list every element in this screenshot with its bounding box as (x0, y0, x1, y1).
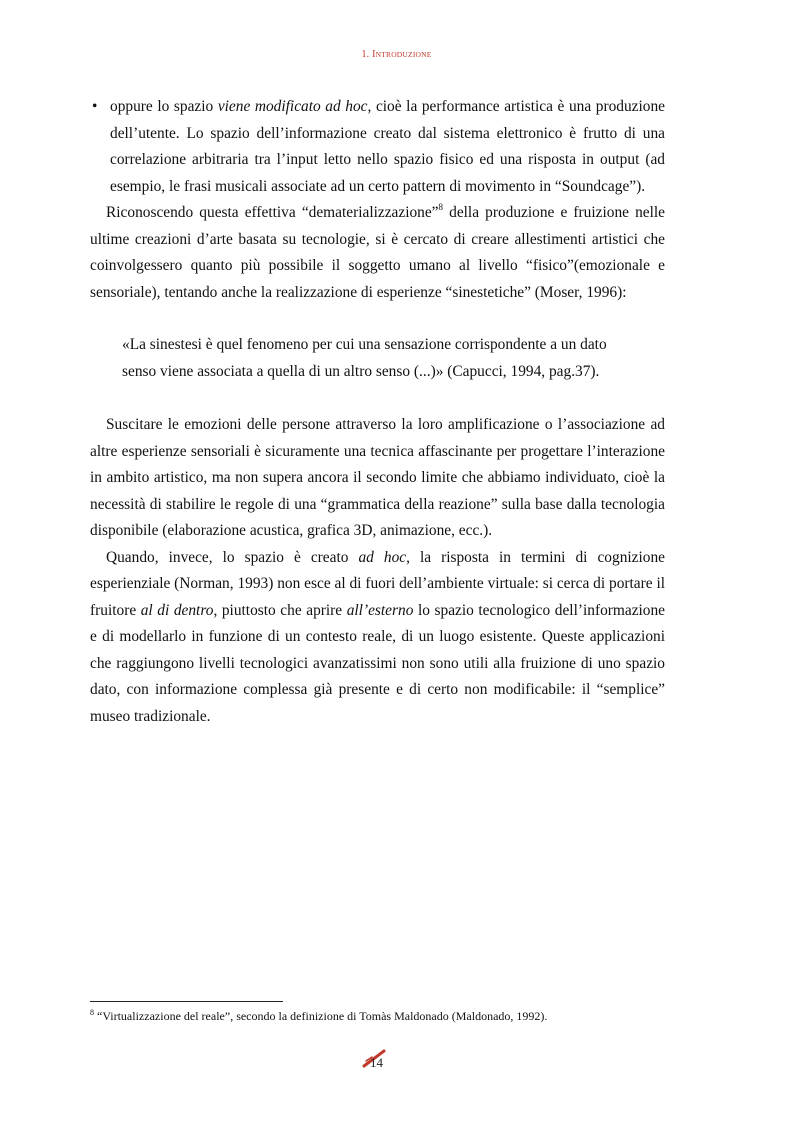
footnote-divider (90, 1001, 283, 1002)
paragraph-3-part-1: Quando, invece, lo spazio è creato (106, 548, 359, 566)
bullet-text-1: oppure lo spazio (110, 98, 218, 115)
paragraph-1 (90, 200, 665, 306)
paragraph-3-part-4: lo spazio tecnologico dell’informazione e di modellarlo in funzione di un contesto reale, di un luogo esistente. Queste applicazioni che raggiungono livelli tecnologici avanzatissimi non sono utili alla fruizione di uno spazio dato, con informazione complessa già presente e di certo non modificabile: il “semplice” museo tradizionale. (90, 601, 666, 725)
running-header (0, 49, 793, 60)
paragraph-3-italic-3: all’esterno (346, 601, 414, 619)
bullet-text-2: , cioè la performance artistica è una produzione dell’utente. Lo spazio dell’informazione creato dal sistema elettronico è frutto di una correlazione arbitraria tra l’input letto nello spazio fisico ed una risposta in output (ad esempio, le frasi musicali associate ad un certo pattern di movimento in “Soundcage”). (110, 98, 665, 195)
paragraph-3 (90, 545, 665, 731)
paragraph-3-part-3: , piuttosto che aprire (213, 601, 347, 619)
header-section-initial: I (372, 49, 376, 60)
header-section-rest: NTRODUZIONE (375, 50, 432, 59)
bullet-text-italic: viene modificato ad hoc (217, 98, 368, 115)
footnote-number: 8 (90, 1008, 94, 1017)
quote-line-2: senso viene associata a quella di un altro senso (...)» (Capucci, 1994, pag.37). (122, 362, 600, 380)
body-text (90, 94, 665, 730)
paragraph-3-italic-2: al di dentro (140, 601, 214, 619)
page-number: 14 (370, 1055, 383, 1070)
quote-line-1: «La sinestesi è quel fenomeno per cui una sensazione corrispondente a un dato (122, 336, 607, 353)
header-section-number: 1. (361, 49, 370, 60)
footnote-text: “Virtualizzazione del reale”, secondo la definizione di Tomàs Maldonado (Maldonado, 1992). (94, 1009, 548, 1023)
paragraph-3-part-2: , la risposta in termini di cognizione esperienziale (Norman, 1993) non esce al di fuori dell’ambiente virtuale: si cerca di portare il fruitore (90, 548, 665, 619)
bullet-icon: • (92, 98, 98, 115)
page-footer (360, 1053, 400, 1073)
paragraph-1-part-2: della produzione e fruizione nelle ultime creazioni d’arte basata su tecnologie, si è cercato di creare allestimenti artistici che coinvolgessero quanto più possibile il soggetto umano al livello “fisico”(emozionale e sensoriale), tentando anche la realizzazione di esperienze “sinestetiche” (Moser, 1996): (90, 204, 665, 301)
paragraph-2: Suscitare le emozioni delle persone attraverso la loro amplificazione o l’associazione ad altre esperienze sensoriali è sicuramente una tecnica affascinante per progettare l’interazione in ambito artistico, ma non supera ancora il secondo limite che abbiamo individuato, cioè la necessità di stabilire le regole di una “grammatica della reazione” sulla base dalla tecnologia disponibile (elaborazione acustica, grafica 3D, animazione, ecc.). (90, 416, 665, 539)
list-item (90, 94, 665, 200)
footnote (90, 1009, 690, 1024)
footnote-reference[interactable]: 8 (438, 202, 444, 212)
paragraph-3-italic-1: ad hoc (358, 548, 407, 566)
block-quote (122, 332, 665, 385)
paragraph-1-part-1: Riconoscendo questa effettiva “dematerializzazione” (106, 204, 439, 221)
